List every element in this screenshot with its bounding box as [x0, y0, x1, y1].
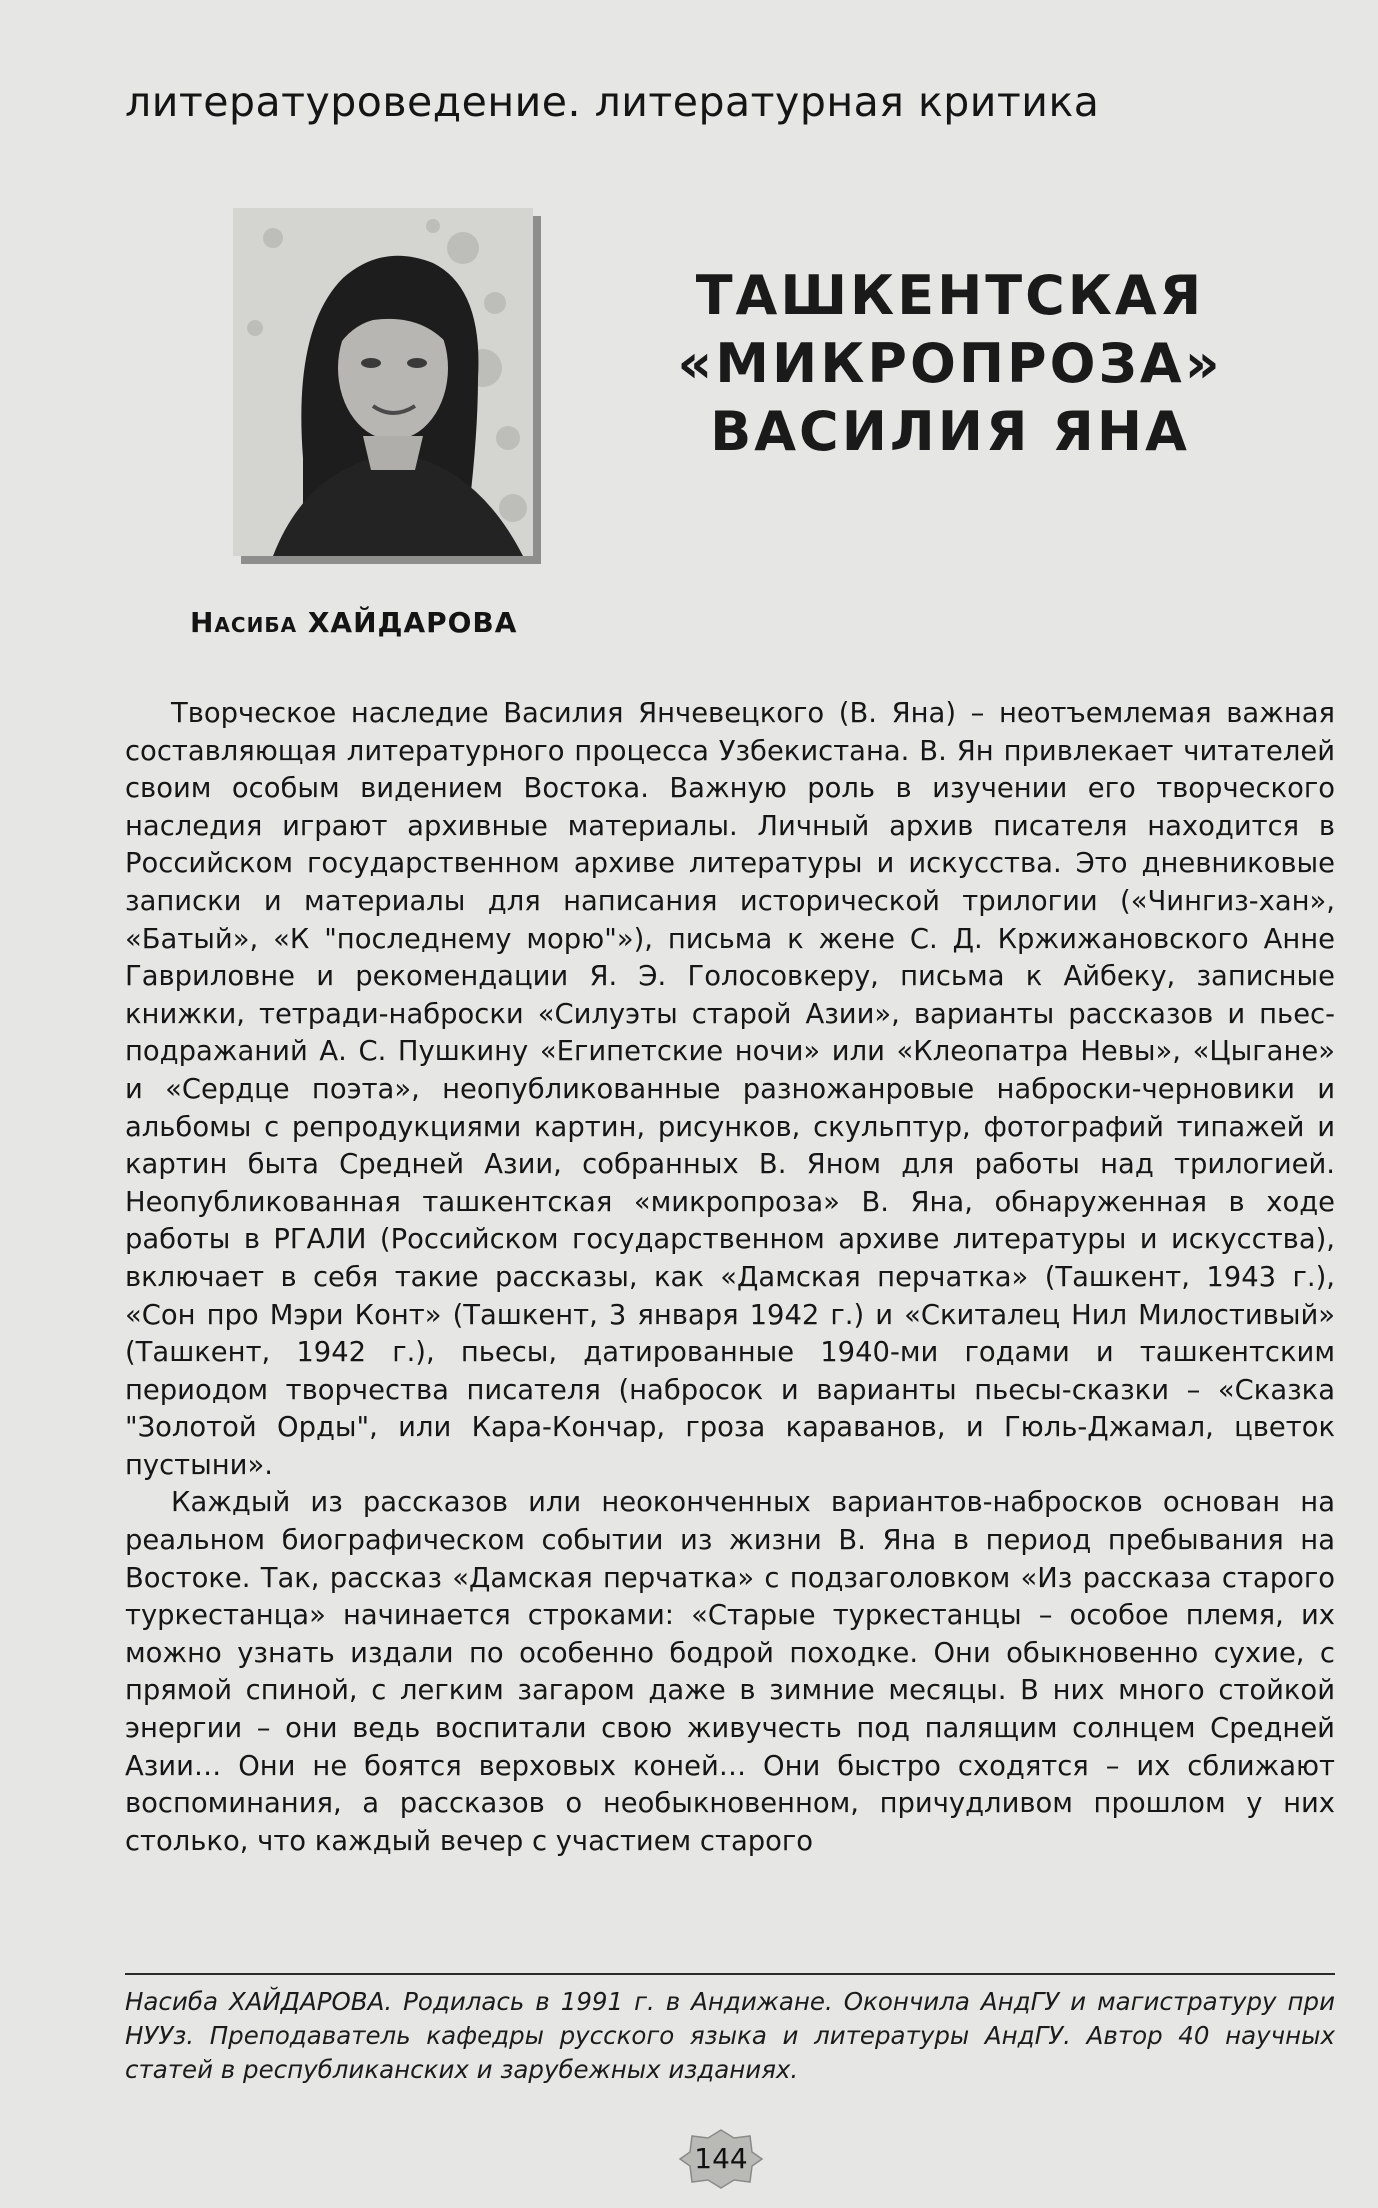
author-first-name: Насиба [190, 606, 298, 639]
author-last-name: ХАЙДАРОВА [307, 606, 518, 639]
article-body [125, 695, 1335, 1860]
paragraph-1: Творческое наследие Василия Янчевецкого (В. Яна) – неотъемлемая важная составляющая литературного процесса Узбекистана. В. Ян привлекает читателей своим особым видением Востока. Важную роль в изучении его творческого наследия играют архивные материалы. Личный архив писателя находится в Российском государственном архиве литературы и искусства. Это дневниковые записки и материалы для написания исторической трилогии («Чингиз-хан», «Батый», «К "последнему морю"»), письма к жене С. Д. Кржижановского Анне Гавриловне и рекомендации Я. Э. Голосовкеру, письма к Айбеку, записные книжки, тетради-наброски «Силуэты старой Азии», варианты рассказов и пьес-подражаний А. С. Пушкину «Египетские ночи» или «Клеопатра Невы», «Цыгане» и «Сердце поэта», неопубликованные разножанровые наброски-черновики и альбомы с репродукциями картин, рисунков, скульптур, фотографий типажей и картин быта Средней Азии, собранных В. Яном для работы над трилогией. Неопубликованная ташкентская «микропроза» В. Яна, обнаруженная в ходе работы в РГАЛИ (Российском государственном архиве литературы и искусства), включает в себя такие рассказы, как «Дамская перчатка» (Ташкент, 1943 г.), «Сон про Мэри Конт» (Ташкент, 3 января 1942 г.) и «Скиталец Нил Милостивый» (Ташкент, 1942 г.), пьесы, датированные 1940-ми годами и ташкентским периодом творчества писателя (набросок и варианты пьесы-сказки – «Сказка "Золотой Орды", или Кара-Кончар, гроза караванов, и Гюль-Джамал, цветок пустыни». [125, 698, 1335, 1481]
page-number-badge [678, 2128, 764, 2190]
page-number: 144 [694, 2142, 748, 2175]
title-line-2: «МИКРОПРОЗА» [677, 332, 1223, 395]
author-footnote: Насиба ХАЙДАРОВА. Родилась в 1991 г. в Андижане. Окончила АндГУ и магистратуру при НУУз. Преподаватель кафедры русского языка и литературы АндГУ. Автор 40 научных статей в республиканских и зарубежных изданиях. [125, 1987, 1335, 2084]
title-line-3: ВАСИЛИЯ ЯНА [710, 400, 1190, 463]
author-name [190, 606, 517, 639]
article-title [640, 262, 1260, 466]
title-line-1: ТАШКЕНТСКАЯ [695, 264, 1205, 327]
footnote-divider [125, 1973, 1335, 1975]
section-title: литературоведение. литературная критика [125, 78, 1100, 126]
paragraph-2: Каждый из рассказов или неоконченных вариантов-набросков основан на реальном биографическом событии из жизни В. Яна в период пребывания на Востоке. Так, рассказ «Дамская перчатка» с подзаголовком «Из рассказа старого туркестанца» начинается строками: «Старые туркестанцы – особое племя, их можно узнать издали по особенно бодрой походке. Они обыкновенно сухие, с прямой спиной, с легким загаром даже в зимние месяцы. В них много стойкой энергии – они ведь воспитали свою живучесть под палящим солнцем Средней Азии… Они не боятся верховых коней… Они быстро сходятся – их сближают воспоминания, а рассказов о необыкновенном, причудливом прошлом у них столько, что каждый вечер с участием старого [125, 1487, 1335, 1857]
author-photo [233, 208, 533, 556]
author-portrait-icon [233, 208, 533, 556]
